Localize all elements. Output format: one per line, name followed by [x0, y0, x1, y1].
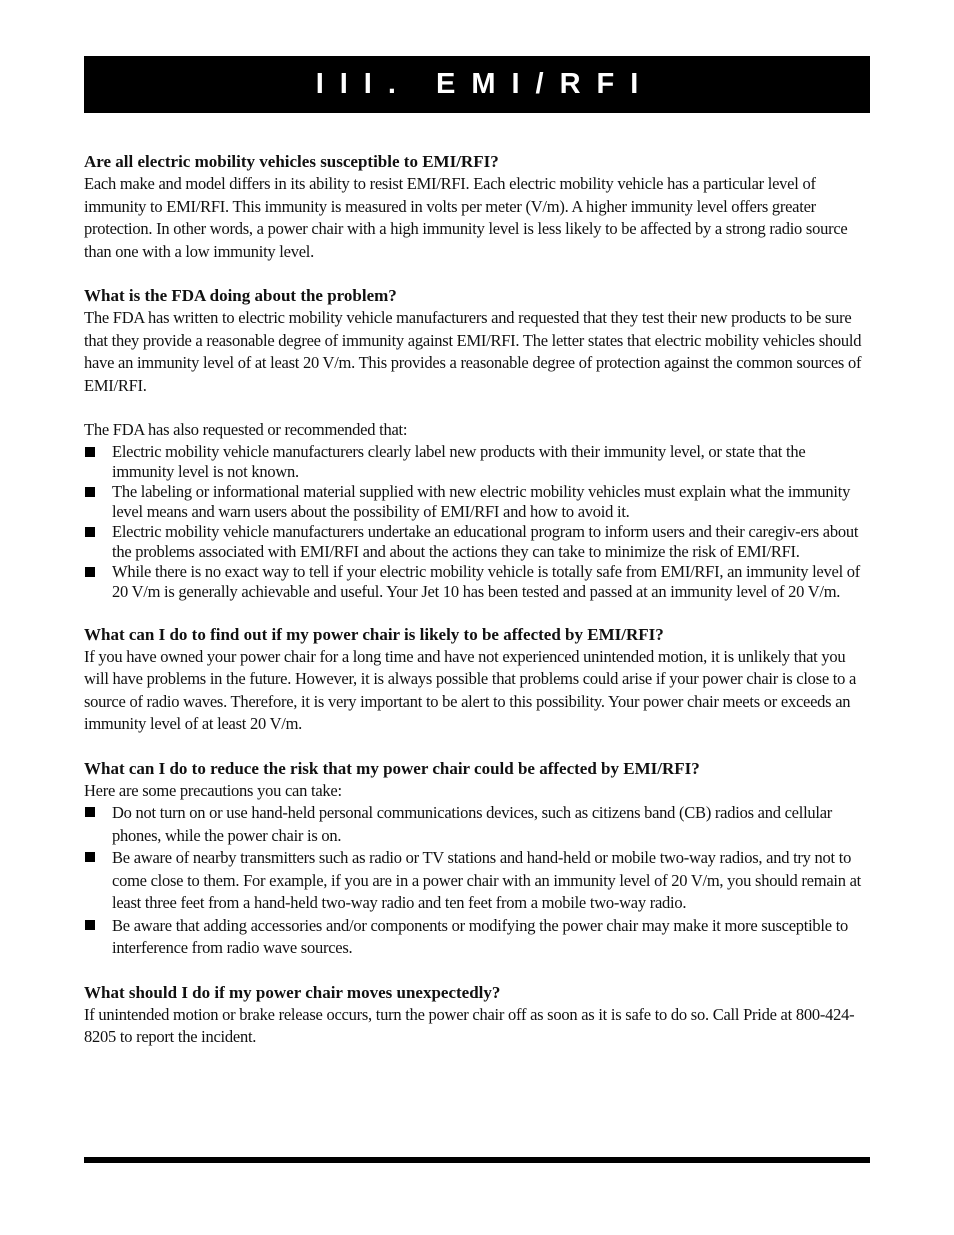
fda-recommendations-list: [84, 442, 870, 602]
section-title: III. EMI/RFI: [315, 68, 655, 100]
precautions-list: [84, 802, 870, 960]
question-heading: What can I do to reduce the risk that my power chair could be affected by EMI/RFI?: [84, 758, 700, 778]
answer-paragraph: Each make and model differs in its ability to resist EMI/RFI. Each electric mobility vehicle has a particular level of immunity to EMI/RFI. This immunity is measured in volts per meter (V/m). A higher immunity level offers greater protection. In other words, a power chair with a high immunity level is less likely to be affected by a strong radio source than one with a low immunity level.: [84, 174, 848, 261]
square-bullet-icon: [85, 527, 95, 537]
square-bullet-icon: [85, 567, 95, 577]
list-item: Be aware of nearby transmitters such as radio or TV stations and hand-held or mobile two-way radios, and try not to come close to them. For example, if you are in a power chair with an immunity level of 20 V/m, you should remain at least three feet from a hand-held two-way radio and ten feet from a mobile two-way radio.: [84, 847, 870, 915]
answer-paragraph: If unintended motion or brake release occurs, turn the power chair off as soon as it is safe to do so. Call Pride at 800-424-8205 to report the incident.: [84, 1004, 855, 1046]
question-heading: Are all electric mobility vehicles susceptible to EMI/RFI?: [84, 152, 499, 171]
square-bullet-icon: [85, 807, 95, 817]
page-content: [84, 151, 870, 1049]
square-bullet-icon: [85, 920, 95, 930]
list-item: The labeling or informational material supplied with new electric mobility vehicles must explain what the immunity level means and warn users about the possibility of EMI/RFI and how to avoid it.: [84, 482, 870, 522]
list-item: Do not turn on or use hand-held personal communications devices, such as citizens band (CB) radios and cellular phones, while the power chair is on.: [84, 802, 870, 847]
question-heading: What should I do if my power chair moves unexpectedly?: [84, 982, 501, 1002]
answer-paragraph: Here are some precautions you can take:: [84, 780, 342, 800]
footer-rule: [84, 1157, 870, 1163]
list-item: While there is no exact way to tell if your electric mobility vehicle is totally safe from EMI/RFI, an immunity level of 20 V/m is generally achievable and useful. Your Jet 10 has been tested and passed at an immunity level of 20 V/m.: [84, 562, 870, 602]
list-item: Electric mobility vehicle manufacturers clearly label new products with their immunity level, or state that the immunity level is not known.: [84, 442, 870, 482]
list-item: Be aware that adding accessories and/or components or modifying the power chair may make it more susceptible to interference from radio wave sources.: [84, 915, 870, 960]
answer-paragraph: The FDA has also requested or recommended that:: [84, 420, 408, 439]
square-bullet-icon: [85, 852, 95, 862]
answer-paragraph: If you have owned your power chair for a long time and have not experienced unintended motion, it is unlikely that you will have problems in the future. However, it is always possible that problems could arise if your power chair is close to a source of radio waves. Therefore, it is very important to be alert to this possibility. Your power chair meets or exceeds an immunity level of at least 20 V/m.: [84, 646, 857, 733]
question-heading: What is the FDA doing about the problem?: [84, 286, 397, 305]
list-item: Electric mobility vehicle manufacturers undertake an educational program to inform users and their caregiv-ers about the problems associated with EMI/RFI and about the actions they can take to minimize the risk of EMI/RFI.: [84, 522, 870, 562]
section-banner: [84, 56, 870, 113]
answer-paragraph: The FDA has written to electric mobility vehicle manufacturers and requested that they test their new products to be sure that they provide a reasonable degree of immunity against EMI/RFI. The letter states that electric mobility vehicles should have an immunity level of at least 20 V/m. This provides a reasonable degree of protection against the common sources of EMI/RFI.: [84, 308, 862, 395]
square-bullet-icon: [85, 447, 95, 457]
square-bullet-icon: [85, 487, 95, 497]
question-heading: What can I do to find out if my power chair is likely to be affected by EMI/RFI?: [84, 624, 664, 644]
